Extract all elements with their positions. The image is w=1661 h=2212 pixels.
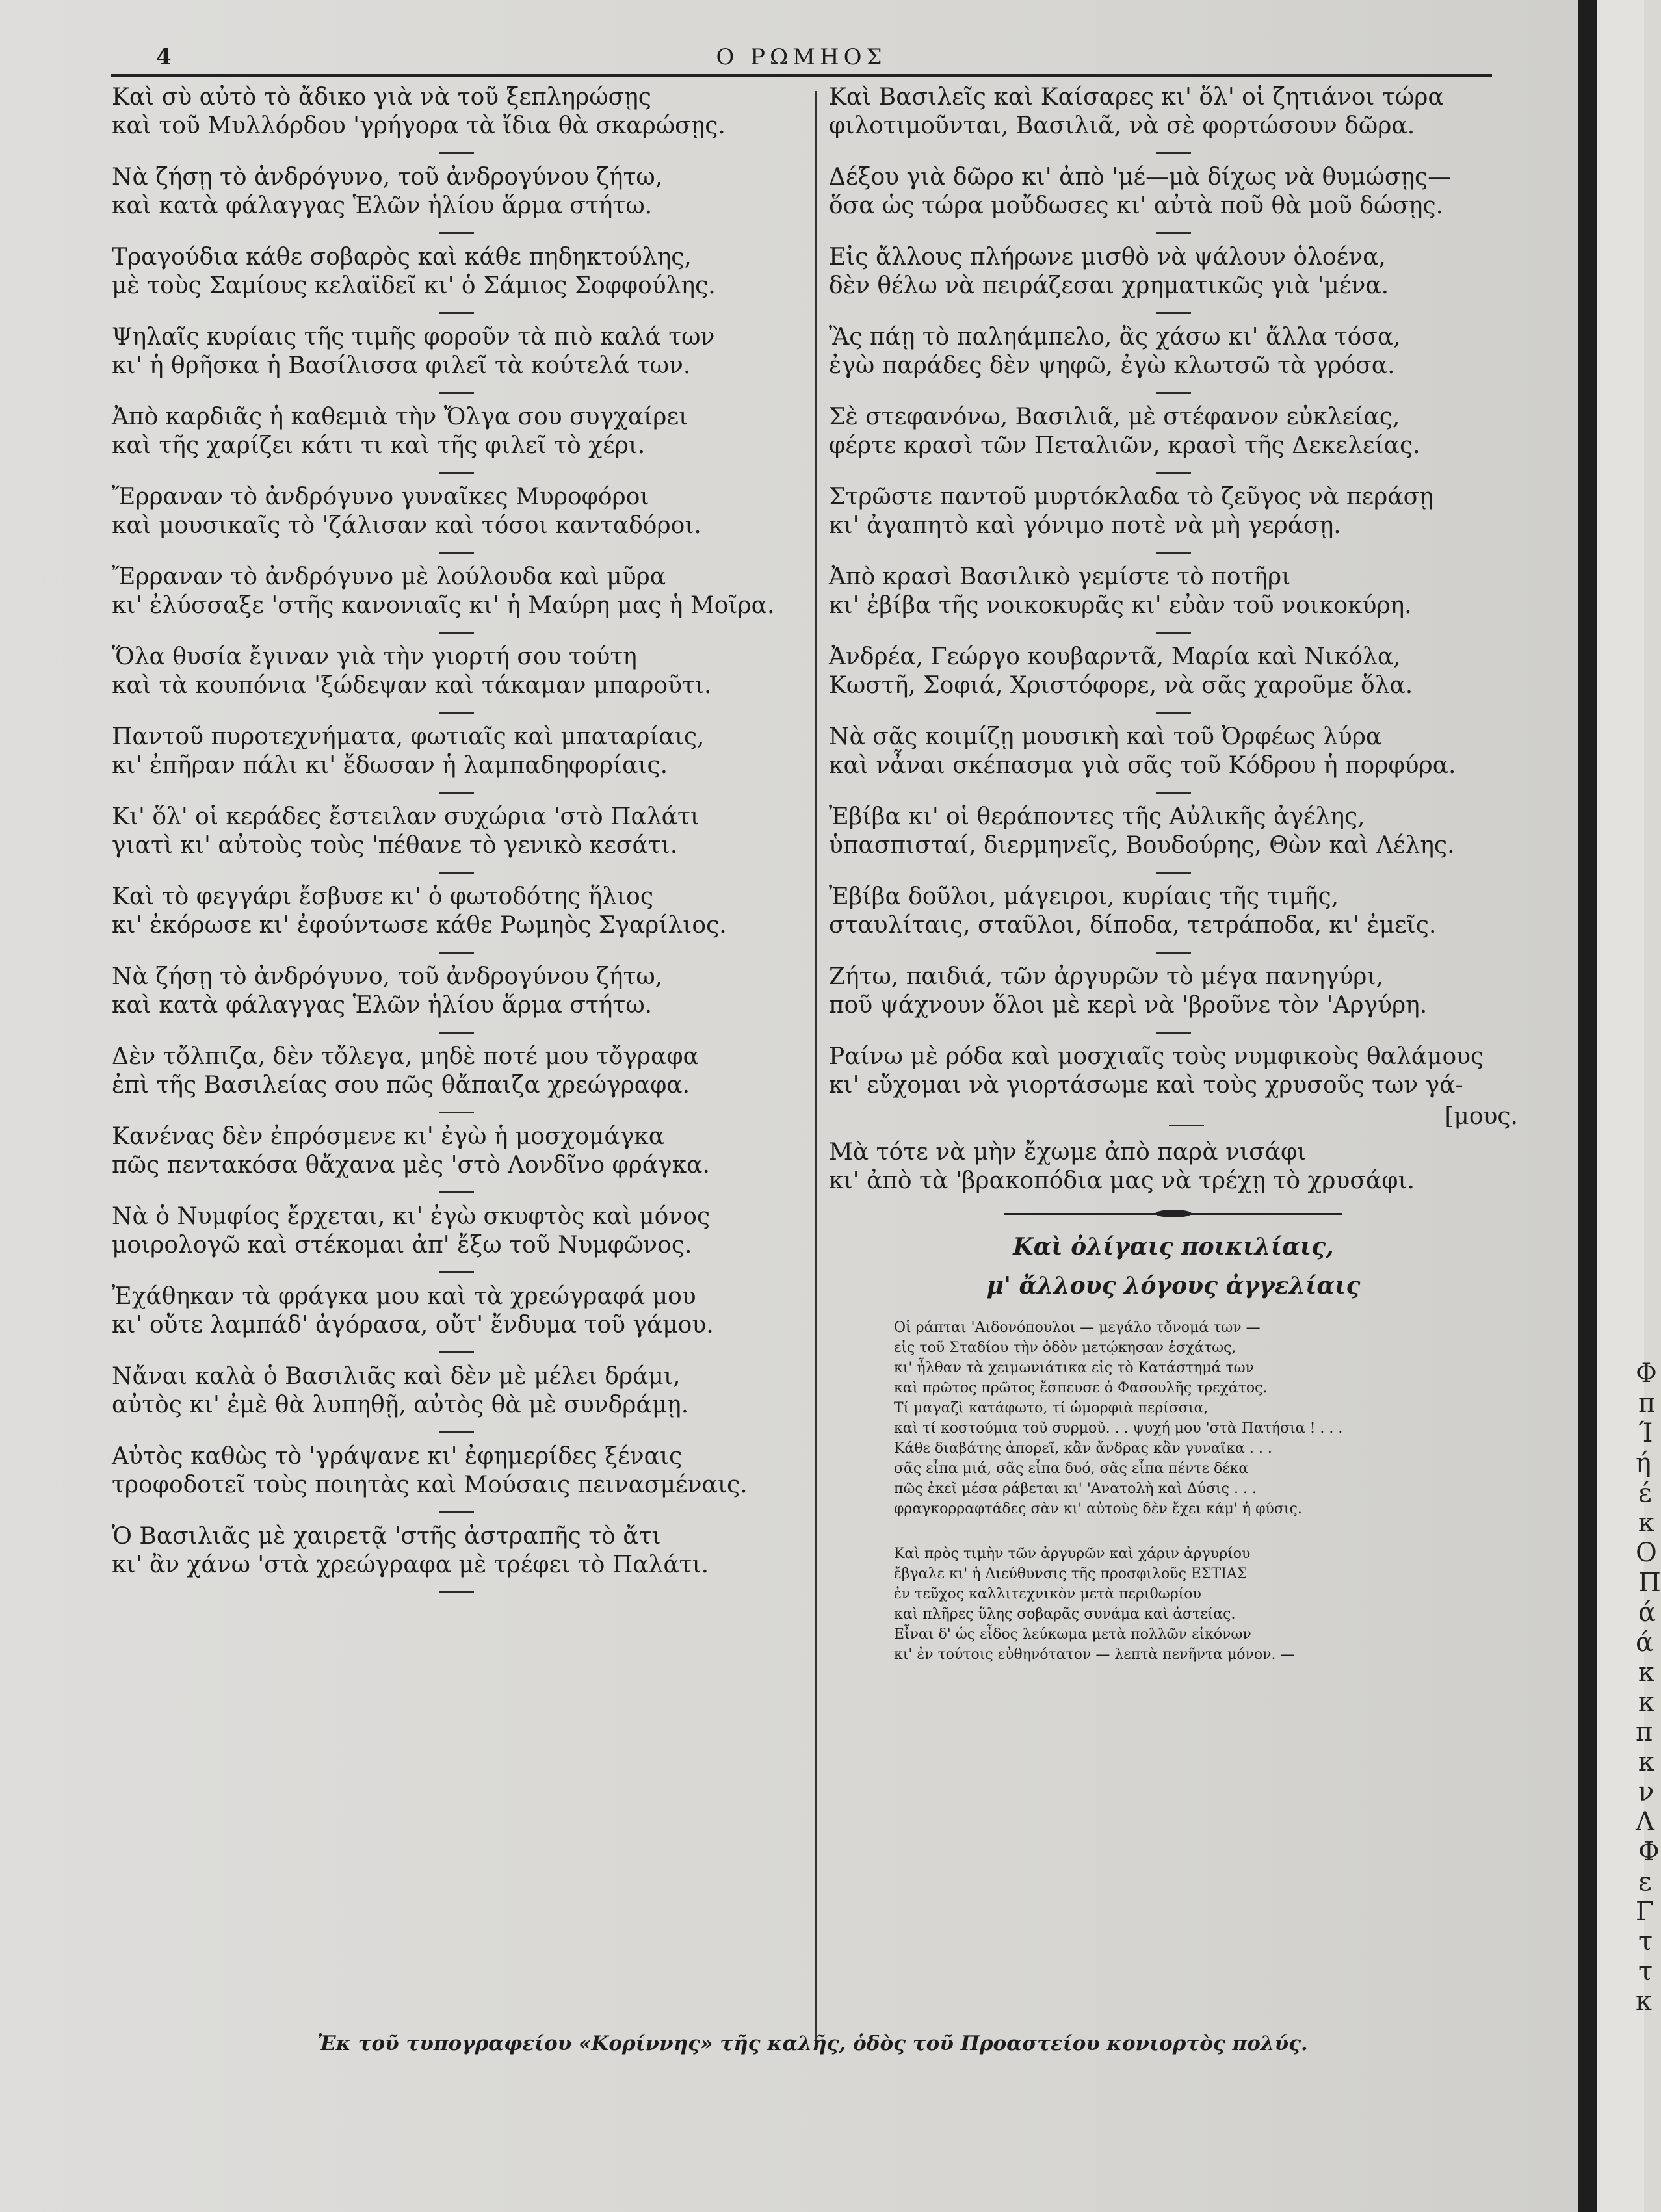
couplet [112, 883, 801, 940]
verse-line: Ραίνω μὲ ρόδα καὶ μοσχιαῖς τοὺς νυμφικοὺς θαλάμους [829, 1043, 1484, 1070]
ads-subtitle: μ' ἄλλους λόγους ἀγγελίαις [986, 1272, 1361, 1299]
verse-line: σταυλίταις, σταῦλοι, δίποδα, τετράποδα, κι' ἐμεῖς. [829, 912, 1437, 939]
left-column [112, 83, 801, 1602]
next-page-fragment: τ [1638, 1927, 1653, 1957]
verse-line: καὶ κατὰ φάλαγγας Ἑλῶν ἡλίου ἅρμα στήτω. [112, 192, 653, 219]
stanza-separator [439, 232, 474, 234]
verse-line: Παντοῦ πυροτεχνήματα, φωτιαῖς καὶ μπαταρίαις, [112, 723, 705, 750]
stanza-separator [1156, 632, 1191, 634]
adjacent-page-edge [1597, 0, 1661, 2212]
couplet [112, 803, 801, 860]
verse-line: Τραγούδια κάθε σοβαρὸς καὶ κάθε πηδηκτούλης, [112, 244, 692, 270]
verse-line: Ὅλα θυσία ἔγιναν γιὰ τὴν γιορτή σου τούτη [112, 644, 637, 670]
hanging-rhyme-fragment: [μους. [1445, 1103, 1518, 1130]
ad-line: σᾶς εἶπα μιά, σᾶς εἶπα δυό, σᾶς εἶπα πέντε δέκα [894, 1461, 1249, 1477]
next-page-fragment: ά [1636, 1628, 1654, 1658]
verse-line: Ζήτω, παιδιά, τῶν ἀργυρῶν τὸ μέγα πανηγύρι, [829, 963, 1384, 990]
verse-line: Ἔρραναν τὸ ἀνδρόγυνο γυναῖκες Μυροφόροι [112, 484, 649, 510]
next-page-fragment: Π [1638, 1568, 1661, 1598]
next-page-fragment: Φ [1636, 1359, 1657, 1388]
couplet [829, 643, 1518, 700]
couplet [112, 1043, 801, 1100]
verse-line: κι' ἡ θρῆσκα ἡ Βασίλισσα φιλεῖ τὰ κούτελά των. [112, 352, 691, 379]
stanza-separator [439, 312, 474, 314]
verse-line: καὶ τοῦ Μυλλόρδου 'γρήγορα τὰ ἴδια θὰ σκαρώσῃς. [112, 112, 726, 139]
stanza-separator [1156, 232, 1191, 234]
verse-line: Εἰς ἄλλους πλήρωνε μισθὸ νὰ ψάλουν ὁλοένα, [829, 244, 1386, 270]
verse-line: Ἐχάθηκαν τὰ φράγκα μου καὶ τὰ χρεώγραφά μου [112, 1283, 696, 1310]
couplet [829, 1043, 1518, 1100]
ad-line: Οἱ ράπται 'Αιδονόπουλοι — μεγάλο τὄνομά των — [894, 1320, 1261, 1336]
verse-line: ἐπὶ τῆς Βασιλείας σου πῶς θἄπαιζα χρεώγραφα. [112, 1072, 690, 1099]
verse-line: Κι' ὅλ' οἱ κεράδες ἔστειλαν συχώρια 'στὸ Παλάτι [112, 803, 700, 830]
verse-line: κι' ἀγαπητὸ καὶ γόνιμο ποτὲ νὰ μὴ γεράσῃ. [829, 512, 1341, 539]
couplet [829, 83, 1518, 140]
couplet [112, 643, 801, 700]
stanza-separator [1156, 792, 1191, 794]
next-page-fragment: κ [1638, 1747, 1654, 1777]
ad-line: καὶ πλῆρες ὕλης σοβαρᾶς συνάμα καὶ ἀστείας. [894, 1606, 1236, 1622]
verse-line: Νὰ σᾶς κοιμίζῃ μουσικὴ καὶ τοῦ Ὀρφέως λύρα [829, 723, 1382, 750]
couplet [112, 1282, 801, 1340]
verse-line: Ἐβίβα κι' οἱ θεράποντες τῆς Αὐλικῆς ἀγέλης, [829, 803, 1365, 830]
verse-line: Μὰ τότε νὰ μὴν ἔχωμε ἀπὸ παρὰ νισάφι [829, 1139, 1307, 1165]
page-number: 4 [156, 44, 172, 70]
verse-line: Στρῶστε παντοῦ μυρτόκλαδα τὸ ζεῦγος νὰ περάσῃ [829, 484, 1433, 510]
stanza-separator [439, 1032, 474, 1034]
stanza-separator [1156, 472, 1191, 474]
stanza-separator [1156, 552, 1191, 554]
advertisement-estia [894, 1544, 1518, 1665]
stanza-separator [439, 1271, 474, 1273]
couplet [829, 803, 1518, 860]
couplet [829, 1138, 1518, 1195]
verse-line: Ἀνδρέα, Γεώργο κουβαρντᾶ, Μαρία καὶ Νικόλα, [829, 644, 1401, 670]
verse-line: καὶ μουσικαῖς τὸ 'ζάλισαν καὶ τόσοι κανταδόροι. [112, 512, 701, 539]
verse-line: Καὶ τὸ φεγγάρι ἔσβυσε κι' ὁ φωτοδότης ἥλιος [112, 883, 653, 910]
stanza-separator [439, 632, 474, 634]
verse-line: κι' ἐλύσσαξε 'στῆς κανονιαῖς κι' ἡ Μαύρη μας ἡ Μοῖρα. [112, 592, 775, 619]
verse-line: Ἂς πάῃ τὸ παληάμπελο, ἂς χάσω κι' ἄλλα τόσα, [829, 324, 1401, 350]
ad-line: Καὶ πρὸς τιμὴν τῶν ἀργυρῶν καὶ χάριν ἀργυρίου [894, 1546, 1251, 1562]
ad-gap [829, 1519, 1518, 1544]
couplet [829, 163, 1518, 220]
verse-line: καὶ τῆς χαρίζει κάτι τι καὶ τῆς φιλεῖ τὸ χέρι. [112, 432, 646, 459]
verse-line: κι' ἐκόρωσε κι' ἐφούντωσε κάθε Ρωμηὸς Σγαρίλιος. [112, 912, 727, 939]
ads-title: Καὶ ὀλίγαις ποικιλίαις, [1013, 1233, 1334, 1260]
next-page-fragment: κ [1638, 1658, 1654, 1687]
verse-line: τροφοδοτεῖ τοὺς ποιητὰς καὶ Μούσαις πεινασμέναις. [112, 1472, 748, 1498]
masthead: Ο ΡΩΜΗΟΣ [716, 44, 887, 70]
stanza-separator [439, 1351, 474, 1353]
verse-line: Νὰ ζήσῃ τὸ ἀνδρόγυνο, τοῦ ἀνδρογύνου ζήτω, [112, 963, 663, 990]
couplet [112, 163, 801, 220]
couplet [112, 963, 801, 1020]
printer-footer: Ἐκ τοῦ τυπογραφείου «Κορίννης» τῆς καλῆς, ὁδὸς τοῦ Προαστείου κονιορτὸς πολύς. [317, 2032, 1308, 2055]
verse-line: κι' ἂν χάνω 'στὰ χρεώγραφα μὲ τρέφει τὸ Παλάτι. [112, 1552, 709, 1578]
ornamental-rule [1004, 1210, 1342, 1217]
stanza-separator [1156, 392, 1191, 394]
column-divider [815, 91, 817, 2041]
couplet [112, 1522, 801, 1580]
verse-line: Ἀπὸ καρδιᾶς ἡ καθεμιὰ τὴν Ὄλγα σου συγχαίρει [112, 404, 688, 430]
next-page-fragment: π [1636, 1717, 1653, 1747]
verse-line: κι' ἐβίβα τῆς νοικοκυρᾶς κι' εὐὰν τοῦ νοικοκύρη. [829, 592, 1412, 619]
stanza-separator [439, 872, 474, 874]
stanza-separator [1156, 952, 1191, 954]
next-page-fragment: ν [1638, 1777, 1654, 1807]
stanza-separator [439, 1431, 474, 1433]
ad-line: φραγκορραφτάδες σὰν κι' αὐτοὺς δὲν ἔχει κάμ' ἡ φύσις. [894, 1501, 1302, 1517]
couplet [829, 403, 1518, 460]
next-page-fragment: κ [1636, 1986, 1652, 2016]
stanza-separator [1169, 1125, 1204, 1126]
couplet [112, 403, 801, 460]
ad-line: εἰς τοῦ Σταδίου τὴν ὁδὸν μετῴκησαν ἐσχάτως, [894, 1340, 1236, 1356]
ad-line: κι' ἐν τούτοις εὐθηνότατον — λεπτὰ πενῆντα μόνον. — [894, 1646, 1295, 1663]
verse-line: αὐτὸς κι' ἐμὲ θὰ λυπηθῇ, αὐτὸς θὰ μὲ συνδράμῃ. [112, 1392, 689, 1418]
verse-line: ὑπασπισταί, διερμηνεῖς, Βουδούρης, Θὼν καὶ Λέλης. [829, 832, 1455, 859]
stanza-separator [439, 552, 474, 554]
ad-line: καὶ πρῶτος πρῶτος ἔσπευσε ὁ Φασουλῆς τρεχάτος. [894, 1380, 1268, 1396]
next-page-fragment: Ο [1636, 1538, 1657, 1568]
couplet [112, 723, 801, 780]
stanza-separator [1156, 152, 1191, 154]
stanza-separator [439, 792, 474, 794]
stanza-separator [1156, 712, 1191, 714]
stanza-separator [1156, 1032, 1191, 1034]
couplet [112, 1123, 801, 1180]
next-page-fragment: έ [1638, 1478, 1652, 1508]
verse-line: δὲν θέλω νὰ πειράζεσαι χρηματικῶς γιὰ 'μένα. [829, 272, 1389, 299]
verse-line: καὶ τὰ κουπόνια 'ξώδεψαν καὶ τάκαμαν μπαροῦτι. [112, 672, 712, 699]
next-page-fragment: κ [1638, 1508, 1654, 1538]
next-page-fragment: κ [1638, 1687, 1654, 1717]
couplet [829, 323, 1518, 380]
verse-line: Καὶ σὺ αὐτὸ τὸ ἄδικο γιὰ νὰ τοῦ ξεπληρώσῃς [112, 84, 651, 111]
verse-line: Σὲ στεφανόνω, Βασιλιᾶ, μὲ στέφανον εὐκλείας, [829, 404, 1400, 430]
verse-line: Δέξου γιὰ δῶρο κι' ἀπὸ 'μέ—μὰ δίχως νὰ θυμώσῃς— [829, 164, 1452, 190]
next-page-fragment: ε [1638, 1867, 1652, 1897]
verse-line: Νἄναι καλὰ ὁ Βασιλιᾶς καὶ δὲν μὲ μέλει δράμι, [112, 1363, 681, 1390]
couplet [829, 243, 1518, 300]
couplet [829, 483, 1518, 540]
couplet [829, 963, 1518, 1020]
verse-line: Ἐβίβα δοῦλοι, μάγειροι, κυρίαις τῆς τιμῆς, [829, 883, 1339, 910]
verse-line: Δὲν τὄλπιζα, δὲν τὄλεγα, μηδὲ ποτέ μου τὄγραφα [112, 1043, 699, 1070]
next-page-fragment: Ί [1638, 1418, 1653, 1448]
verse-line: πῶς πεντακόσα θἄχανα μὲς 'στὸ Λονδῖνο φράγκα. [112, 1152, 710, 1178]
advertisement-tailors [894, 1318, 1518, 1519]
ad-line: ἔβγαλε κι' ἡ Διεύθυνσις τῆς προσφιλοῦς ΕΣΤΙΑΣ [894, 1566, 1248, 1582]
couplet [112, 1442, 801, 1500]
next-page-fragment: τ [1638, 1957, 1653, 1986]
ad-line: κι' ἦλθαν τὰ χειμωνιάτικα εἰς τὸ Κατάστημά των [894, 1360, 1254, 1376]
verse-line: μοιρολογῶ καὶ στέκομαι ἀπ' ἔξω τοῦ Νυμφῶνος. [112, 1232, 692, 1258]
verse-line: Καὶ Βασιλεῖς καὶ Καίσαρες κι' ὅλ' οἱ ζητιάνοι τώρα [829, 84, 1444, 111]
couplet [112, 1203, 801, 1260]
verse-line: Νὰ ζήσῃ τὸ ἀνδρόγυνο, τοῦ ἀνδρογύνου ζήτω, [112, 164, 663, 190]
couplet [112, 83, 801, 140]
stanza-separator [1156, 312, 1191, 314]
verse-line: ἐγὼ παράδες δὲν ψηφῶ, ἐγὼ κλωτσῶ τὰ γρόσα. [829, 352, 1395, 379]
verse-line: Ἀπὸ κρασὶ Βασιλικὸ γεμίστε τὸ ποτῆρι [829, 564, 1291, 590]
couplet [829, 563, 1518, 620]
verse-line: κι' οὔτε λαμπάδ' ἀγόρασα, οὔτ' ἔνδυμα τοῦ γάμου. [112, 1312, 714, 1338]
verse-line: Ἔρραναν τὸ ἀνδρόγυνο μὲ λούλουδα καὶ μῦρα [112, 564, 666, 590]
next-page-fragment: Γ [1636, 1897, 1654, 1927]
page-binding-shadow [1578, 0, 1597, 2212]
verse-line: γιατὶ κι' αὐτοὺς τοὺς 'πέθανε τὸ γενικὸ κεσάτι. [112, 832, 678, 859]
verse-line: κι' ἐπῆραν πάλι κι' ἔδωσαν ἡ λαμπαδηφορίαις. [112, 752, 668, 779]
verse-line: ποῦ ψάχνουν ὅλοι μὲ κερὶ νὰ 'βροῦνε τὸν 'Αργύρη. [829, 992, 1428, 1019]
ad-line: Κάθε διαβάτης ἀπορεῖ, κἂν ἄνδρας κἂν γυναῖκα . . . [894, 1440, 1272, 1457]
stanza-separator [439, 1191, 474, 1193]
verse-line: Ψηλαῖς κυρίαις τῆς τιμῆς φοροῦν τὰ πιὸ καλά των [112, 324, 715, 350]
ad-line: πῶς ἐκεῖ μέσα ράβεται κι' 'Ανατολὴ καὶ Δύσις . . . [894, 1481, 1257, 1497]
next-page-fragment: ή [1636, 1448, 1651, 1478]
header-rule [111, 74, 1492, 77]
verse-line: Αὐτὸς καθὼς τὸ 'γράψανε κι' ἐφημερίδες ξέναις [112, 1443, 683, 1470]
verse-line: καὶ νἆναι σκέπασμα γιὰ σᾶς τοῦ Κόδρου ἡ πορφύρα. [829, 752, 1456, 779]
next-page-fragment: ά [1638, 1598, 1656, 1628]
stanza-separator [439, 152, 474, 154]
ad-line: Τί μαγαζὶ κατάφωτο, τί ὡμορφιὰ περίσσια, [894, 1400, 1209, 1416]
verse-line: καὶ κατὰ φάλαγγας Ἑλῶν ἡλίου ἅρμα στήτω. [112, 992, 653, 1019]
ad-line: καὶ τί κοστούμια τοῦ συρμοῦ. . . ψυχή μου 'στὰ Πατήσια ! . . . [894, 1420, 1343, 1437]
couplet [112, 1362, 801, 1420]
couplet [112, 563, 801, 620]
couplet [829, 723, 1518, 780]
verse-line: Ὁ Βασιλιᾶς μὲ χαιρετᾷ 'στῆς ἀστραπῆς τὸ ἄτι [112, 1523, 661, 1550]
verse-line: Νὰ ὁ Νυμφίος ἔρχεται, κι' ἐγὼ σκυφτὸς καὶ μόνος [112, 1203, 711, 1230]
ad-line: ἐν τεῦχος καλλιτεχνικὸν μετὰ περιθωρίου [894, 1586, 1201, 1602]
stanza-separator [439, 1112, 474, 1113]
stanza-separator [439, 1591, 474, 1593]
verse-line: φέρτε κρασὶ τῶν Πεταλιῶν, κρασὶ τῆς Δεκελείας. [829, 432, 1420, 459]
couplet [112, 323, 801, 380]
verse-line: κι' εὔχομαι νὰ γιορτάσωμε καὶ τοὺς χρυσοῦς των γά- [829, 1072, 1463, 1099]
verse-line: κι' ἀπὸ τὰ 'βρακοπόδια μας νὰ τρέχῃ τὸ χρυσάφι. [829, 1167, 1415, 1194]
ad-line: Εἶναι δ' ὡς εἶδος λεύκωμα μετὰ πολλῶν εἰκόνων [894, 1626, 1251, 1643]
couplet [112, 243, 801, 300]
next-page-fragment: π [1638, 1388, 1656, 1418]
verse-line: Κωστῆ, Σοφιά, Χριστόφορε, νὰ σᾶς χαροῦμε ὅλα. [829, 672, 1413, 699]
couplet [829, 883, 1518, 940]
stanza-separator [1156, 872, 1191, 874]
verse-line: μὲ τοὺς Σαμίους κελαϊδεῖ κι' ὁ Σάμιος Σοφφούλης. [112, 272, 716, 299]
verse-line: φιλοτιμοῦνται, Βασιλιᾶ, νὰ σὲ φορτώσουν δῶρα. [829, 112, 1415, 139]
stanza-separator [439, 952, 474, 954]
next-page-fragment: Φ [1638, 1837, 1660, 1867]
page-header [111, 39, 1492, 78]
stanza-separator [439, 472, 474, 474]
stanza-separator [439, 1511, 474, 1513]
next-page-fragment: Λ [1636, 1807, 1654, 1837]
stanza-separator [439, 712, 474, 714]
right-column [829, 83, 1518, 1665]
stanza-separator [439, 392, 474, 394]
verse-line: Κανένας δὲν ἐπρόσμενε κι' ἐγὼ ἡ μοσχομάγκα [112, 1123, 665, 1150]
couplet [112, 483, 801, 540]
verse-line: ὅσα ὡς τώρα μοὔδωσες κι' αὐτὰ ποῦ θὰ μοῦ δώσῃς. [829, 192, 1444, 219]
